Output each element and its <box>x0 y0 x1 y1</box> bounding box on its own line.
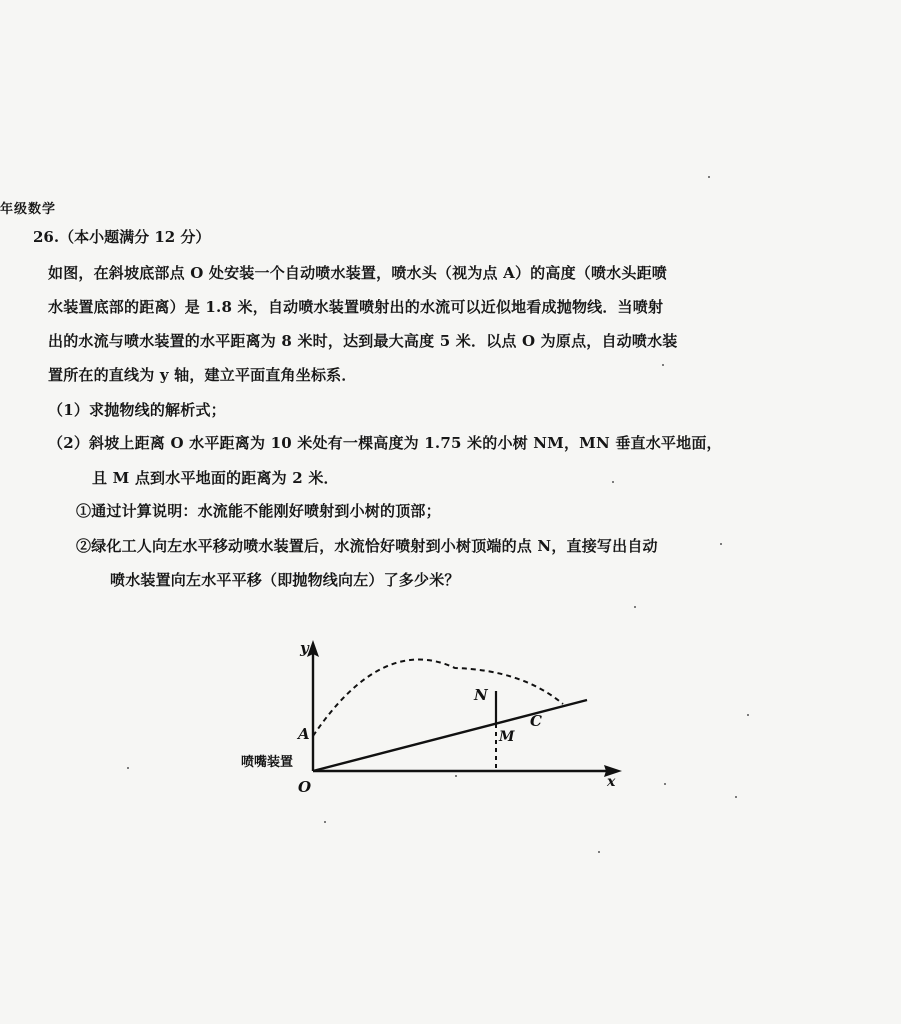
sub-question-1-text: ①通过计算说明：水流能不能刚好喷射到小树的顶部； <box>76 502 441 520</box>
question-text-line: 置所在的直线为 y 轴，建立平面直角坐标系． <box>48 366 357 384</box>
scan-speck <box>720 543 722 545</box>
part-2-text-line: 且 M 点到水平地面的距离为 2 米． <box>92 469 339 487</box>
point-n-label: N <box>474 686 488 704</box>
sub-question-2-text-line: ②绿化工人向左水平移动喷水装置后，水流恰好喷射到小树顶端的点 N，直接写出自动 <box>76 537 658 555</box>
scan-speck <box>662 364 664 366</box>
scan-speck <box>664 783 666 785</box>
slope-line <box>313 700 587 771</box>
scan-speck <box>735 796 737 798</box>
point-a-label: A <box>298 725 310 743</box>
device-label: 喷嘴装置 <box>241 755 294 770</box>
y-axis-label: y <box>300 639 309 657</box>
sub-question-2-text-line: 喷水装置向左水平平移（即抛物线向左）了多少米？ <box>110 571 460 589</box>
scan-speck <box>612 481 614 483</box>
subject-header: 年级数学 <box>0 202 57 217</box>
question-number: 26.（本小题满分 12 分） <box>33 228 211 246</box>
scan-speck <box>747 714 749 716</box>
scan-speck <box>324 821 326 823</box>
question-text-line: 出的水流与喷水装置的水平距离为 8 米时，达到最大高度 5 米．以点 O 为原点，自动喷水装 <box>48 332 678 350</box>
scan-speck <box>708 176 710 178</box>
question-text-line: 如图，在斜坡底部点 O 处安装一个自动喷水装置，喷水头（视为点 A）的高度（喷水头距喷 <box>48 264 667 282</box>
water-parabola <box>313 660 563 737</box>
question-text-line: 水装置底部的距离）是 1.8 米，自动喷水装置喷射出的水流可以近似地看成抛物线．当喷射 <box>48 298 664 316</box>
scan-speck <box>127 767 129 769</box>
point-m-label: M <box>499 729 515 745</box>
origin-label: O <box>298 778 312 796</box>
part-2-text-line: （2）斜坡上距离 O 水平距离为 10 米处有一棵高度为 1.75 米的小树 NM，MN 垂直水平地面， <box>48 434 722 452</box>
scan-speck <box>455 775 457 777</box>
scan-speck <box>634 606 636 608</box>
point-c-label: C <box>530 712 542 730</box>
scan-speck <box>598 851 600 853</box>
x-axis-label: x <box>607 774 616 790</box>
part-1-text: （1）求抛物线的解析式； <box>48 401 226 419</box>
